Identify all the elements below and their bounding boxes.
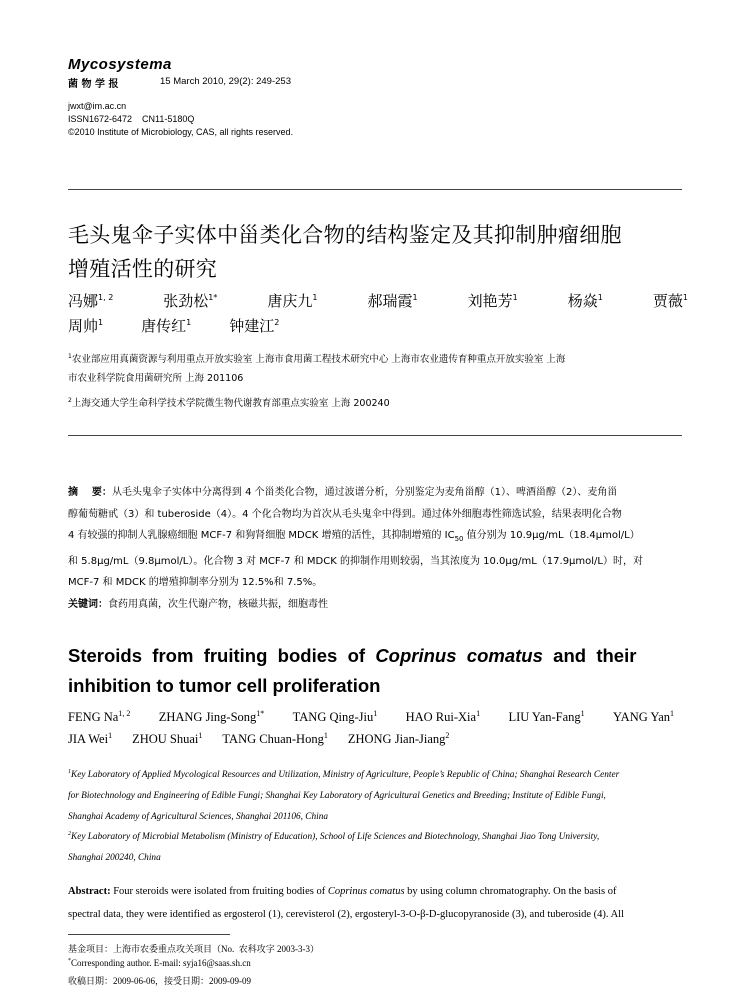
en-affiliation-1: $^1$Key Laboratory of Applied Mycological Resources and Utilization, Ministry of Agriculture, People’s Republic of China; Shanghai Research Center for Biotechnology and Engineering of Edible Fungi; Shanghai Key Laboratory of Agricultural Genetics and Breeding; Institute of Edible Fungi, Shanghai Academy of Agricultural Sciences, Shanghai 201106, China <box>68 768 620 822</box>
en-author: TANG Qing-Jiu$^1$ <box>292 708 378 724</box>
en-authors-line2 <box>68 732 449 747</box>
cn-title-line2: 增殖活性的研究 <box>68 257 218 281</box>
cn-author: 周帅$^1$ <box>68 317 104 335</box>
cn-author: 刘艳芳$^1$ <box>467 292 518 310</box>
journal-name-cn: 菌 物 学 报 <box>68 79 119 90</box>
en-author: LIU Yan-Fang$^1$ <box>508 708 585 724</box>
footnote-dates: 收稿日期：2009-06-06，接受日期：2009-09-09 <box>68 976 251 986</box>
journal-issue: 15 March 2010, 29(2): 249-253 <box>160 76 291 87</box>
journal-name: Mycosystema <box>68 56 172 73</box>
cn-author: 唐庆九$^1$ <box>267 292 318 310</box>
en-title-line2: inhibition to tumor cell proliferation <box>68 675 381 696</box>
cn-authors-line1 <box>68 290 688 311</box>
journal-issn: ISSN1672-6472 CN11-5180Q <box>68 114 195 124</box>
cn-affiliation-1: $^1$农业部应用真菌资源与利用重点开放实验室 上海市食用菌工程技术研究中心 上海市农业遗传育种重点开放实验室 上海 市农业科学院食用菌研究所 上海 201106 <box>68 352 566 384</box>
cn-abstract-label: 摘 要： <box>68 487 112 498</box>
en-author: YANG Yan$^1$ <box>613 708 674 724</box>
en-affiliation-2: $^2$Key Laboratory of Microbial Metabolism (Ministry of Education), School of Life Sciences and Biotechnology, Shanghai Jiao Tong University, Shanghai 200240, China <box>68 830 600 863</box>
cn-author: 冯娜$^{1, 2}$ <box>68 292 114 310</box>
cn-keywords: 食药用真菌，次生代谢产物，核磁共振，细胞毒性 <box>108 598 328 610</box>
cn-keywords-label: 关键词： <box>68 598 108 610</box>
cn-abstract: 摘 要：从毛头鬼伞子实体中分离得到 4 个甾类化合物，通过波谱分析，分别鉴定为麦角甾醇（1）、啤酒甾醇（2）、麦角甾 醇葡萄糖甙（3）和 tuberoside（4）。4 个化合物均为首次从毛头鬼伞中得到。通过体外细胞毒性筛选试验，结果表明化合物 4 有较强的抑制人乳腺癌细胞 MCF-7 和狗肾细胞 MDCK 增殖的活性，其抑制增殖的 $IC_{50}$ 值分别为 10.9μg/mL（18.4μmol/L） 和 5.8μg/mL（9.8μmol/L）。化合物 3 对 MCF-7 和 MDCK 的抑制作用则较弱，当其浓度为 10.0μg/mL（17.9μmol/L）时，对 MCF-7 和 MDCK 的增殖抑制率分别为 12.5%和 7.5%。 关键词：食药用真菌，次生代谢产物，核磁共振，细胞毒性 <box>68 487 643 610</box>
cn-authors-line2 <box>68 315 279 336</box>
cn-author: 杨焱$^1$ <box>567 292 603 310</box>
footnote-rule <box>68 934 230 935</box>
en-author: ZHONG Jian-Jiang$^2$ <box>347 730 450 746</box>
journal-copyright: ©2010 Institute of Microbiology, CAS, all rights reserved. <box>68 127 294 137</box>
cn-author: 张劲松$^{1*}$ <box>163 292 218 310</box>
en-author: HAO Rui-Xia$^1$ <box>405 708 481 724</box>
cn-author: 贾薇$^1$ <box>652 292 688 310</box>
cn-author: 钟建江$^2$ <box>229 317 280 335</box>
en-abstract-label: Abstract: <box>68 886 111 897</box>
footnote-fund: 基金项目：上海市农委重点攻关项目（No. 农科攻字 2003-3-3） <box>68 944 319 954</box>
journal-email: jwxt@im.ac.cn <box>68 101 127 111</box>
cn-title-line1: 毛头鬼伞子实体中甾类化合物的结构鉴定及其抑制肿瘤细胞 <box>68 223 622 247</box>
en-author: ZHANG Jing-Song$^{1*}$ <box>158 708 265 724</box>
cn-affiliation-2: $^2$上海交通大学生命科学技术学院微生物代谢教育部重点实验室 上海 200240 <box>68 396 390 409</box>
en-abstract: Abstract: Four steroids were isolated from fruiting bodies of Coprinus comatus by using column chromatography. On the basis of spectral data, they were identified as ergosterol (1), cerevisterol (2), ergosteryl-3-O-β-D-glucopyranoside (3), and tuberoside (4). All <box>68 886 625 920</box>
en-author: JIA Wei$^1$ <box>68 730 113 746</box>
en-author: TANG Chuan-Hong$^1$ <box>222 730 328 746</box>
en-author: ZHOU Shuai$^1$ <box>132 730 203 746</box>
header-rule <box>68 189 682 190</box>
footnote-corresponding: *Corresponding author. E-mail: syja16@saas.sh.cn <box>68 958 251 968</box>
en-author: FENG Na$^{1, 2}$ <box>68 708 131 724</box>
en-authors-line1 <box>68 710 674 725</box>
en-title-line1: Steroids from fruiting bodies of Coprinus comatus and their <box>68 645 637 666</box>
cn-author: 唐传红$^1$ <box>141 317 192 335</box>
cn-author: 郝瑞霞$^1$ <box>367 292 418 310</box>
affiliation-rule <box>68 435 682 436</box>
